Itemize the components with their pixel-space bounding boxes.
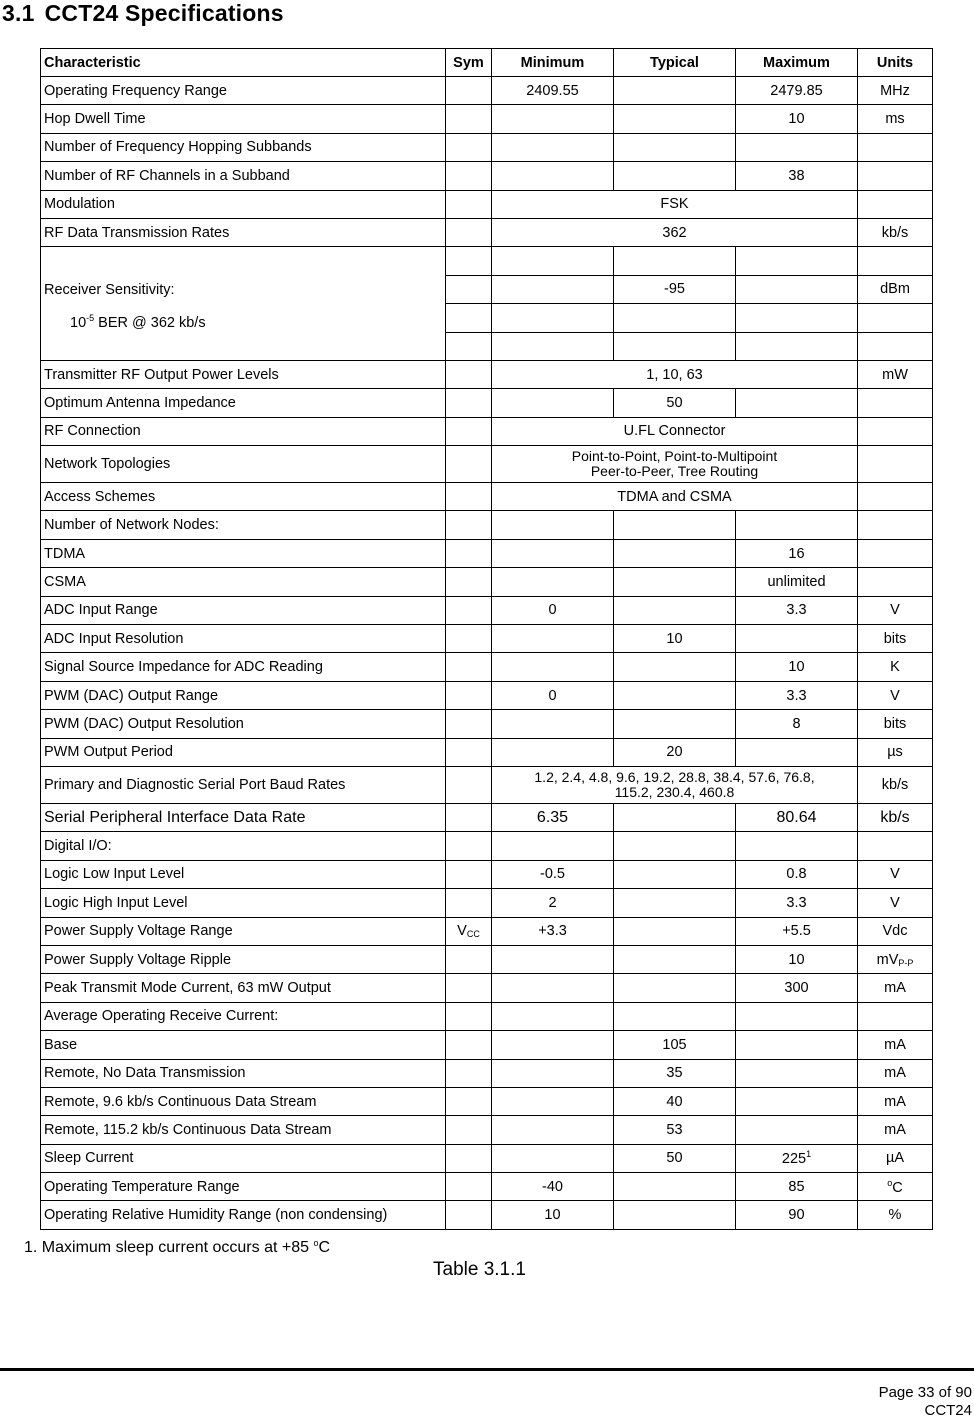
min-value: 6.35	[491, 803, 613, 831]
max-value: unlimited	[735, 567, 857, 595]
table-row	[40, 681, 933, 709]
max-value: 10	[735, 945, 857, 973]
sub-row-name: Logic High Input Level	[40, 888, 445, 916]
merged-value: U.FL Connector	[491, 417, 857, 445]
value-line: Peer-to-Peer, Tree Routing	[590, 463, 759, 480]
row-name: Serial Peripheral Interface Data Rate	[40, 803, 445, 831]
table-row	[40, 652, 933, 680]
section-heading	[2, 0, 284, 27]
min-value: +3.3	[491, 917, 613, 945]
units-value: mA	[857, 1030, 933, 1058]
sym-value	[445, 917, 491, 945]
row-name: Operating Relative Humidity Range (non condensing)	[40, 1200, 445, 1229]
table-row	[40, 104, 933, 132]
value-line: Point-to-Point, Point-to-Multipoint	[571, 448, 778, 465]
sub-row-name: Base	[40, 1030, 445, 1058]
ber-exponent: -5	[86, 313, 95, 324]
row-name: ADC Input Range	[40, 596, 445, 624]
table-row	[40, 624, 933, 652]
table-row	[40, 831, 933, 859]
max-value: 3.3	[735, 888, 857, 916]
ber-text: BER @ 362 kb/s	[94, 315, 206, 332]
units-value: kb/s	[857, 803, 933, 831]
sub-row-name: Logic Low Input Level	[40, 860, 445, 888]
table-row	[40, 76, 933, 104]
value-line: 1.2, 2.4, 4.8, 9.6, 19.2, 28.8, 38.4, 57.6, 76.8,	[534, 768, 815, 785]
units-value: V	[857, 596, 933, 624]
units-value: V	[857, 860, 933, 888]
row-name: Number of Network Nodes:	[40, 510, 445, 538]
row-name: Number of RF Channels in a Subband	[40, 161, 445, 189]
max-value: 16	[735, 539, 857, 567]
row-name: Average Operating Receive Current:	[40, 1002, 445, 1030]
row-name: Signal Source Impedance for ADC Reading	[40, 652, 445, 680]
section-title: CCT24 Specifications	[44, 0, 284, 26]
row-name: Power Supply Voltage Ripple	[40, 945, 445, 973]
sym-subscript: CC	[466, 929, 480, 940]
units-value: mA	[857, 1087, 933, 1115]
sub-row-name: Remote, 115.2 kb/s Continuous Data Stream	[40, 1115, 445, 1143]
merged-value: 362	[491, 218, 857, 246]
table-row	[40, 1144, 933, 1172]
table-row	[40, 567, 933, 595]
units-value: %	[857, 1200, 933, 1229]
units-value: K	[857, 652, 933, 680]
table-row	[40, 218, 933, 246]
table-row	[40, 709, 933, 737]
min-value: -0.5	[491, 860, 613, 888]
table-row	[40, 1200, 933, 1229]
table-row	[40, 1087, 933, 1115]
units-value: V	[857, 681, 933, 709]
units-base: mV	[876, 951, 899, 968]
max-value	[735, 1144, 857, 1172]
table-row	[40, 1172, 933, 1200]
row-name: Transmitter RF Output Power Levels	[40, 360, 445, 388]
units-value: kb/s	[857, 766, 933, 803]
table-row	[40, 860, 933, 888]
units-value: mA	[857, 973, 933, 1001]
row-name: PWM (DAC) Output Range	[40, 681, 445, 709]
sub-row-name: TDMA	[40, 539, 445, 567]
merged-value: TDMA and CSMA	[491, 482, 857, 510]
row-name: PWM (DAC) Output Resolution	[40, 709, 445, 737]
typ-value: -95	[613, 275, 735, 303]
typ-value: 50	[613, 388, 735, 416]
merged-value: FSK	[491, 190, 857, 218]
units-value: µs	[857, 738, 933, 766]
min-value: 0	[491, 681, 613, 709]
row-name: PWM Output Period	[40, 738, 445, 766]
row-name: RF Data Transmission Rates	[40, 218, 445, 246]
ber-base: 10	[70, 315, 87, 332]
max-value: 0.8	[735, 860, 857, 888]
units-value: MHz	[857, 76, 933, 104]
table-row	[40, 510, 933, 538]
sub-row-name: Remote, No Data Transmission	[40, 1059, 445, 1087]
table-row	[40, 161, 933, 189]
units-value: ms	[857, 104, 933, 132]
row-name: Receiver Sensitivity:	[44, 282, 175, 299]
degree-mark: o	[887, 1177, 893, 1188]
table-row	[40, 190, 933, 218]
typ-value: 40	[613, 1087, 735, 1115]
row-name: Digital I/O:	[40, 831, 445, 859]
units-letter: C	[892, 1179, 903, 1196]
row-name: Access Schemes	[40, 482, 445, 510]
table-row	[40, 888, 933, 916]
min-value: 10	[491, 1200, 613, 1229]
footnote-unit: C	[318, 1239, 331, 1256]
table-row	[40, 388, 933, 416]
sub-row-name: CSMA	[40, 567, 445, 595]
header-characteristic: Characteristic	[40, 48, 445, 76]
table-caption: Table 3.1.1	[433, 1259, 526, 1280]
sym-base: V	[457, 923, 467, 940]
row-name: Operating Temperature Range	[40, 1172, 445, 1200]
value-line: 115.2, 230.4, 460.8	[614, 783, 735, 800]
degree-mark: o	[313, 1238, 319, 1248]
max-value: 300	[735, 973, 857, 1001]
units-subscript: P-P	[898, 957, 914, 968]
units-value: bits	[857, 709, 933, 737]
footnote-marker: 1	[806, 1149, 812, 1160]
row-name: Power Supply Voltage Range	[40, 917, 445, 945]
merged-value: 1, 10, 63	[491, 360, 857, 388]
table-row	[40, 133, 933, 161]
merged-value	[491, 766, 857, 803]
typ-value: 35	[613, 1059, 735, 1087]
typ-value: 105	[613, 1030, 735, 1058]
row-name: Operating Frequency Range	[40, 76, 445, 104]
row-name: ADC Input Resolution	[40, 624, 445, 652]
max-value: 2479.85	[735, 76, 857, 104]
table-row	[40, 1002, 933, 1030]
row-name: Hop Dwell Time	[40, 104, 445, 132]
typ-value: 53	[613, 1115, 735, 1143]
header-sym: Sym	[445, 48, 491, 76]
table-footnote	[24, 1238, 330, 1257]
page-number: Page 33 of 90	[878, 1384, 972, 1401]
units-value: µA	[857, 1144, 933, 1172]
max-value: 3.3	[735, 596, 857, 624]
units-value: bits	[857, 624, 933, 652]
min-value: -40	[491, 1172, 613, 1200]
max-value: 90	[735, 1200, 857, 1229]
section-number: 3.1	[2, 0, 35, 26]
typ-value: 20	[613, 738, 735, 766]
row-name: Number of Frequency Hopping Subbands	[40, 133, 445, 161]
header-maximum: Maximum	[735, 48, 857, 76]
max-number: 225	[781, 1151, 807, 1168]
table-row	[40, 539, 933, 567]
table-row	[40, 803, 933, 831]
units-value: mA	[857, 1059, 933, 1087]
table-header-row	[40, 48, 933, 76]
max-value: 8	[735, 709, 857, 737]
units-value: dBm	[857, 275, 933, 303]
table-row	[40, 1059, 933, 1087]
table-row	[40, 596, 933, 624]
header-minimum: Minimum	[491, 48, 613, 76]
max-value: 38	[735, 161, 857, 189]
units-value: mW	[857, 360, 933, 388]
row-name: Modulation	[40, 190, 445, 218]
sub-row-name: Remote, 9.6 kb/s Continuous Data Stream	[40, 1087, 445, 1115]
max-value: 3.3	[735, 681, 857, 709]
table-row	[40, 945, 933, 973]
specifications-table	[40, 48, 933, 1230]
row-name: Primary and Diagnostic Serial Port Baud Rates	[40, 766, 445, 803]
min-value: 2409.55	[491, 76, 613, 104]
typ-value: 10	[613, 624, 735, 652]
table-row	[40, 973, 933, 1001]
units-value: mA	[857, 1115, 933, 1143]
header-units: Units	[857, 48, 933, 76]
table-row	[40, 917, 933, 945]
table-row	[40, 445, 933, 482]
max-value: 85	[735, 1172, 857, 1200]
units-value	[857, 1172, 933, 1200]
table-row	[40, 246, 933, 274]
page-footer	[879, 1384, 972, 1420]
sub-row-name	[44, 304, 442, 337]
row-name: Peak Transmit Mode Current, 63 mW Output	[40, 973, 445, 1001]
min-value: 2	[491, 888, 613, 916]
merged-value	[491, 445, 857, 482]
max-value: +5.5	[735, 917, 857, 945]
footnote-text: 1. Maximum sleep current occurs at +85	[24, 1239, 314, 1256]
footer-divider	[0, 1368, 974, 1371]
max-value: 10	[735, 652, 857, 680]
table-row	[40, 417, 933, 445]
units-value: V	[857, 888, 933, 916]
row-name: Optimum Antenna Impedance	[40, 388, 445, 416]
units-value: kb/s	[857, 218, 933, 246]
table-row	[40, 1115, 933, 1143]
units-value	[857, 945, 933, 973]
max-value: 80.64	[735, 803, 857, 831]
table-row	[40, 482, 933, 510]
row-name-group	[40, 246, 445, 360]
row-name: RF Connection	[40, 417, 445, 445]
table-row	[40, 738, 933, 766]
typ-value: 50	[613, 1144, 735, 1172]
table-row	[40, 766, 933, 803]
row-name: Network Topologies	[40, 445, 445, 482]
document-id: CCT24	[924, 1402, 972, 1419]
min-value: 0	[491, 596, 613, 624]
max-value: 10	[735, 104, 857, 132]
row-name: Sleep Current	[40, 1144, 445, 1172]
units-value: Vdc	[857, 917, 933, 945]
table-row	[40, 360, 933, 388]
table-row	[40, 1030, 933, 1058]
header-typical: Typical	[613, 48, 735, 76]
